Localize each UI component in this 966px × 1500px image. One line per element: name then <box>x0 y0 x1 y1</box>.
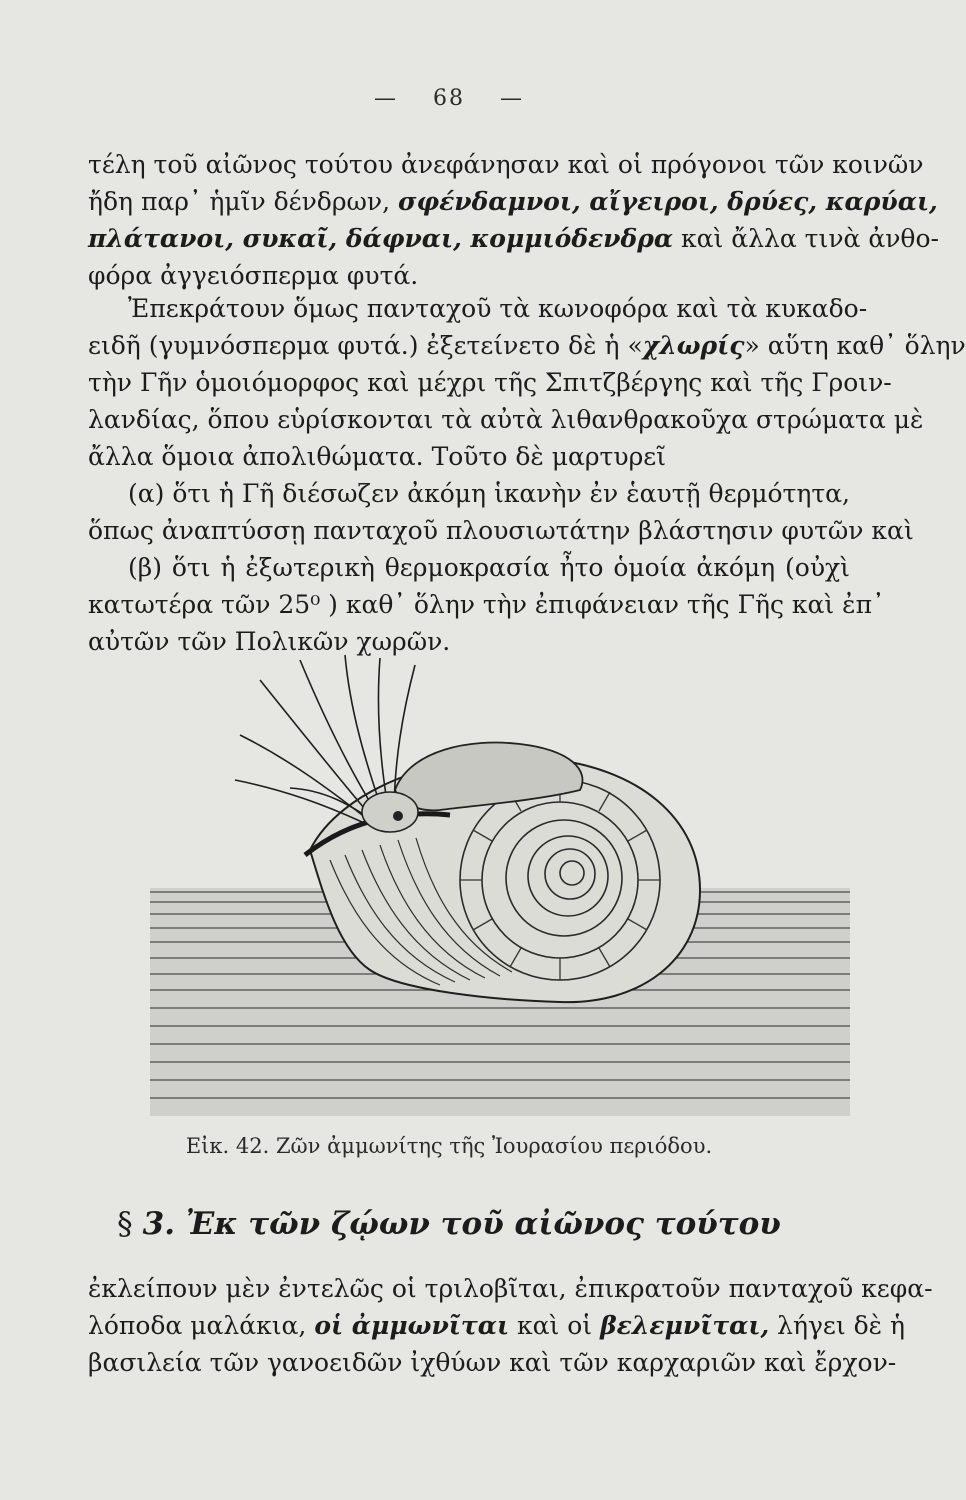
figure-caption: Εἰκ. 42. Ζῶν ἀμμωνίτης τῆς Ἰουρασίου περιόδου. <box>185 1134 713 1158</box>
section-symbol: § <box>117 1206 133 1242</box>
section-heading <box>0 1206 898 1242</box>
emphasis-trees: σφένδαμνοι, αἴγειροι, δρύες, καρύαι, <box>398 187 938 216</box>
text-line: τέλη τοῦ αἰῶνος τούτου ἀνεφάνησαν καὶ οἱ πρόγονοι τῶν κοινῶν <box>88 150 924 179</box>
paragraph-conclusions <box>88 475 914 660</box>
text-line: τὴν Γῆν ὁμοιόμορφος καὶ μέχρι τῆς Σπιτζβέργης καὶ τῆς Γροιν- <box>88 368 892 397</box>
text-span: καὶ ἄλλα τινὰ ἀνθο- <box>673 224 939 253</box>
text-span: λόποδα μαλάκια, <box>88 1311 315 1340</box>
text-line: (β) ὅτι ἡ ἐξωτερικὴ θερμοκρασία ἦτο ὁμοία ἀκόμη (οὐχὶ <box>128 553 850 582</box>
paragraph-plants <box>88 146 939 294</box>
text-line <box>88 220 939 257</box>
text-span: » αὕτη καθ᾽ ὅλην <box>744 331 966 360</box>
text-span: καὶ οἱ <box>509 1311 601 1340</box>
page-number-value: 68 <box>433 86 465 111</box>
text-span: λήγει δὲ ἡ <box>769 1311 906 1340</box>
text-line <box>88 327 966 364</box>
text-line <box>88 183 938 220</box>
page-number-dash-left: — <box>374 86 398 111</box>
section-title: 3. Ἐκ τῶν ζῴων τοῦ αἰῶνος τούτου <box>142 1206 781 1242</box>
emphasis-trees-2: πλάτανοι, συκαῖ, δάφναι, κομμιόδενδρα <box>88 224 674 253</box>
page-number-dash-right: — <box>500 86 524 111</box>
text-line: αὐτῶν τῶν Πολικῶν χωρῶν. <box>88 627 451 656</box>
ammonite-head <box>362 792 418 832</box>
text-line: ἄλλα ὅμοια ἀπολιθώματα. Τοῦτο δὲ μαρτυρεῖ <box>88 442 667 471</box>
emphasis-belemnites: βελεμνῖται, <box>600 1311 770 1340</box>
ammonite-illustration <box>140 640 860 1120</box>
text-span: ἤδη παρ᾽ ἡμῖν δένδρων, <box>88 187 399 216</box>
paragraph-conifers <box>88 290 966 475</box>
paragraph-animals <box>88 1270 933 1381</box>
text-line: ἐκλείπουν μὲν ἐντελῶς οἱ τριλοβῖται, ἐπικρατοῦν πανταχοῦ κεφα- <box>88 1274 933 1303</box>
text-line: ὅπως ἀναπτύσσῃ πανταχοῦ πλουσιωτάτην βλάστησιν φυτῶν καὶ <box>88 516 914 545</box>
text-line: (α) ὅτι ἡ Γῆ διέσωζεν ἀκόμη ἱκανὴν ἐν ἑαυτῇ θερμότητα, <box>128 479 850 508</box>
text-line: κατωτέρα τῶν 25⁰ ) καθ᾽ ὅλην τὴν ἐπιφάνειαν τῆς Γῆς καὶ ἐπ᾽ <box>88 590 885 619</box>
text-line: Ἐπεκράτουν ὅμως πανταχοῦ τὰ κωνοφόρα καὶ τὰ κυκαδο- <box>128 294 868 323</box>
text-line <box>88 1307 906 1344</box>
text-line: λανδίας, ὅπου εὑρίσκονται τὰ αὐτὰ λιθανθρακοῦχα στρώματα μὲ <box>88 405 924 434</box>
text-line: βασιλεία τῶν γανοειδῶν ἰχθύων καὶ τῶν καρχαριῶν καὶ ἔρχον- <box>88 1348 897 1377</box>
text-line: φόρα ἀγγειόσπερμα φυτά. <box>88 261 419 290</box>
emphasis-chloris: χλωρίς <box>642 331 745 360</box>
page-number <box>0 86 898 111</box>
ammonite-eye <box>393 811 403 821</box>
text-span: ειδῆ (γυμνόσπερμα φυτά.) ἐξετείνετο δὲ ἡ « <box>88 331 643 360</box>
emphasis-ammonites: οἱ ἀμμωνῖται <box>314 1311 510 1340</box>
